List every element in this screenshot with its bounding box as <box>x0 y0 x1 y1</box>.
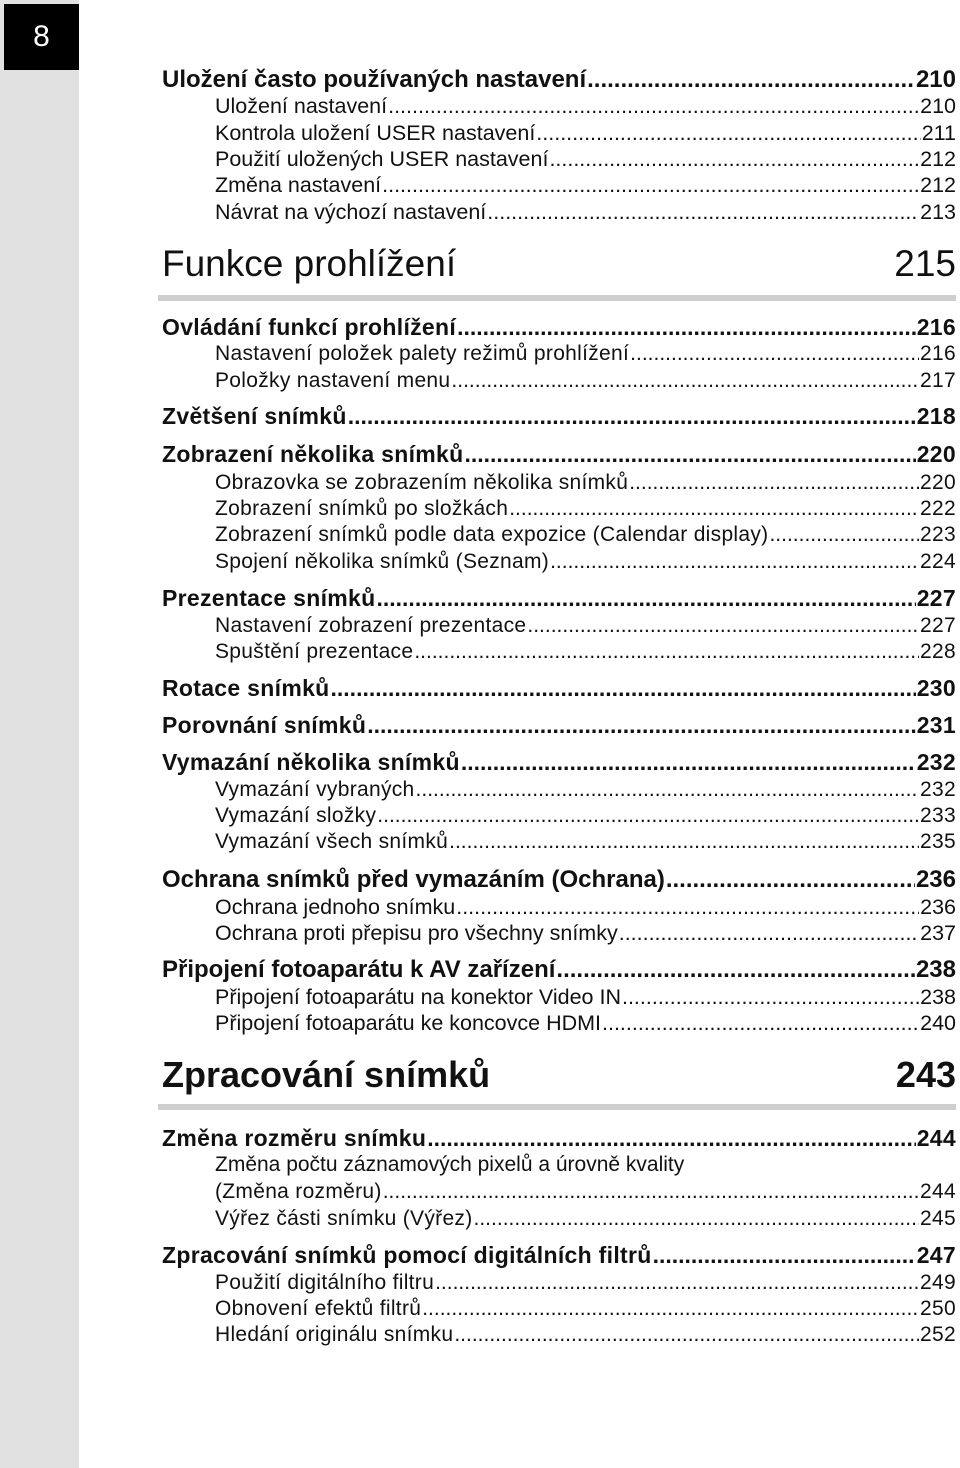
chapter-title: Funkce prohlížení <box>162 243 457 284</box>
toc-entry-text: Zpracování snímků pomocí digitálních filtrů <box>162 1242 652 1268</box>
dot-leader <box>666 866 915 894</box>
toc-section[interactable] <box>162 403 956 430</box>
dot-leader <box>454 1323 919 1347</box>
toc-section[interactable] <box>162 585 956 612</box>
toc-entry-page: 249 <box>920 1271 956 1294</box>
toc-entry-page: 210 <box>915 66 956 93</box>
chapter-heading <box>162 243 956 285</box>
dot-leader <box>527 614 919 638</box>
toc-subsection[interactable] <box>215 1011 956 1036</box>
dot-leader <box>383 1180 919 1204</box>
toc-entry-page: 244 <box>920 1180 956 1203</box>
toc-subsection[interactable] <box>215 614 956 638</box>
toc-entry-page: 236 <box>915 866 956 893</box>
toc-entry-text: Použití uložených USER nastavení <box>215 147 549 171</box>
toc-entry-text: Vymazání všech snímků <box>215 830 449 853</box>
toc-entry-page: 216 <box>916 314 956 340</box>
toc-entry-text: Zobrazení několika snímků <box>162 441 464 467</box>
toc-subsection[interactable] <box>215 1323 956 1347</box>
toc-entry-page: 220 <box>916 441 956 467</box>
toc-entry-page: 227 <box>920 614 956 637</box>
toc-subsection[interactable] <box>215 985 956 1010</box>
toc-entry-page: 236 <box>920 895 956 919</box>
toc-subsection[interactable] <box>215 895 956 920</box>
toc-subsection[interactable] <box>215 1271 956 1295</box>
toc-entry-page: 222 <box>920 497 956 520</box>
toc-entry-page: 252 <box>920 1323 956 1346</box>
toc-entry-page: 212 <box>920 147 956 171</box>
toc-entry-text: Zobrazení snímků podle data expozice (Calendar display) <box>215 523 769 546</box>
toc-entry-text: (Změna rozměru) <box>215 1180 382 1203</box>
toc-entry-page: 237 <box>920 921 956 945</box>
toc-subsection[interactable] <box>215 1207 956 1231</box>
toc-entry-text: Položky nastavení menu <box>215 369 451 392</box>
chapter-page: 215 <box>894 243 956 284</box>
toc-entry-text: Nastavení zobrazení prezentace <box>215 614 527 637</box>
dot-leader <box>451 369 919 393</box>
dot-leader <box>382 173 919 198</box>
toc-subsection[interactable] <box>215 640 956 664</box>
toc-entry-text: Obrazovka se zobrazením několika snímků <box>215 471 629 494</box>
toc-section[interactable] <box>162 66 956 94</box>
dot-leader <box>376 585 915 612</box>
dot-leader <box>587 66 915 94</box>
toc-subsection[interactable] <box>215 1180 956 1204</box>
dot-leader <box>602 1011 919 1036</box>
dot-leader <box>427 1125 916 1152</box>
toc-subsection[interactable] <box>215 804 956 828</box>
toc-entry-text: Návrat na výchozí nastavení <box>215 200 487 224</box>
toc-entry-text: Změna rozměru snímku <box>162 1125 427 1151</box>
toc-entry-page: 247 <box>916 1242 956 1268</box>
dot-leader <box>449 830 919 854</box>
chapter-page: 243 <box>895 1054 956 1095</box>
dot-leader <box>331 675 916 702</box>
toc-section[interactable] <box>162 675 956 702</box>
dot-leader <box>422 1297 919 1321</box>
toc-entry-text: Uložení nastavení <box>215 94 388 118</box>
dot-leader <box>487 200 919 225</box>
toc-entry-text: Hledání originálu snímku <box>215 1323 454 1346</box>
toc-entry-text: Nastavení položek palety režimů prohlížení <box>215 342 630 365</box>
toc-entry-text: Připojení fotoaparátu ke koncovce HDMI <box>215 1011 602 1035</box>
dot-leader <box>457 314 916 341</box>
dot-leader <box>619 921 919 946</box>
toc-subsection[interactable] <box>215 778 956 802</box>
toc-entry-page: 231 <box>916 712 956 738</box>
chapter-heading <box>162 1054 956 1096</box>
toc-entry-text: Porovnání snímků <box>162 712 367 738</box>
dot-leader <box>464 441 915 468</box>
toc-subsection[interactable] <box>215 471 956 495</box>
toc-subsection[interactable] <box>215 1297 956 1321</box>
sidebar-strip <box>0 0 79 1468</box>
dot-leader <box>461 749 916 776</box>
toc-entry-text: Vymazání několika snímků <box>162 749 460 775</box>
toc-entry-page: 216 <box>920 342 956 365</box>
dot-leader <box>550 550 919 574</box>
page-number: 8 <box>33 20 50 53</box>
dot-leader <box>556 956 915 984</box>
toc-entry-page: 217 <box>920 369 956 392</box>
toc-entry-text: Ochrana jednoho snímku <box>215 895 456 919</box>
dot-leader <box>653 1242 916 1269</box>
toc-entry-text: Obnovení efektů filtrů <box>215 1297 422 1320</box>
toc-entry-page: 224 <box>920 550 956 573</box>
page-number-tab <box>4 4 79 70</box>
toc-subsection[interactable] <box>215 921 956 946</box>
table-of-contents <box>162 0 956 1468</box>
toc-section[interactable] <box>162 441 956 468</box>
dot-leader <box>435 1271 919 1295</box>
toc-entry-text: Vymazání vybraných <box>215 778 415 801</box>
toc-subsection[interactable] <box>215 121 956 146</box>
toc-entry-page: 232 <box>916 749 956 775</box>
toc-entry-text: Vymazání složky <box>215 804 377 827</box>
toc-entry-page: 223 <box>920 523 956 546</box>
dot-leader <box>549 147 919 172</box>
toc-entry-text: Spuštění prezentace <box>215 640 414 663</box>
toc-subsection[interactable] <box>215 173 956 198</box>
toc-section[interactable] <box>162 956 956 984</box>
dot-leader <box>622 985 919 1010</box>
toc-entry-text: Výřez části snímku (Výřez) <box>215 1207 473 1230</box>
toc-subsection[interactable] <box>215 94 956 119</box>
toc-entry-page: 228 <box>920 640 956 663</box>
toc-entry-page: 211 <box>921 121 956 145</box>
toc-entry-page: 238 <box>920 985 956 1009</box>
toc-subsection[interactable] <box>215 550 956 574</box>
dot-leader <box>416 778 920 802</box>
dot-leader <box>388 94 919 119</box>
chapter-title: Zpracování snímků <box>162 1054 491 1095</box>
toc-entry-text: Zobrazení snímků po složkách <box>215 497 509 520</box>
toc-entry-page: 227 <box>916 585 956 611</box>
dot-leader <box>536 121 920 146</box>
toc-section[interactable] <box>162 712 956 739</box>
toc-subsection[interactable] <box>215 523 956 547</box>
toc-subsection[interactable] <box>215 369 956 393</box>
toc-entry-text: Prezentace snímků <box>162 585 376 611</box>
toc-entry-page: 238 <box>915 956 956 983</box>
toc-entry-page: 213 <box>920 200 956 224</box>
toc-entry-text: Rotace snímků <box>162 675 330 701</box>
toc-subsection[interactable] <box>215 342 956 366</box>
toc-entry-page: 245 <box>920 1207 956 1230</box>
toc-section[interactable] <box>162 1125 956 1152</box>
toc-entry-page: 210 <box>920 94 956 118</box>
toc-entry-page: 218 <box>916 403 956 429</box>
toc-entry-text: Ovládání funkcí prohlížení <box>162 314 457 340</box>
dot-leader <box>509 497 919 521</box>
dot-leader <box>769 523 919 547</box>
toc-entry-page: 220 <box>920 471 956 494</box>
toc-entry-text: Změna počtu záznamových pixelů a úrovně kvality <box>215 1153 685 1176</box>
toc-section[interactable] <box>162 1242 956 1269</box>
toc-entry-page: 232 <box>920 778 956 801</box>
toc-entry-page: 212 <box>920 173 956 197</box>
toc-entry-text: Spojení několika snímků (Seznam) <box>215 550 550 573</box>
toc-entry-page: 235 <box>920 830 956 853</box>
toc-entry-text: Ochrana snímků před vymazáním (Ochrana) <box>162 866 665 893</box>
toc-section[interactable] <box>162 749 956 776</box>
dot-leader <box>474 1207 920 1231</box>
dot-leader <box>348 403 916 430</box>
dot-leader <box>367 712 916 739</box>
dot-leader <box>377 804 919 828</box>
toc-subsection[interactable] <box>215 200 956 225</box>
toc-entry-text: Připojení fotoaparátu na konektor Video IN <box>215 985 621 1009</box>
toc-entry-text: Použití digitálního filtru <box>215 1271 435 1294</box>
toc-section[interactable] <box>162 866 956 894</box>
toc-subsection[interactable] <box>215 497 956 521</box>
toc-entry-page: 244 <box>916 1125 956 1151</box>
toc-section[interactable] <box>162 314 956 341</box>
toc-entry-page: 233 <box>920 804 956 827</box>
toc-entry-text: Zvětšení snímků <box>162 403 347 429</box>
toc-entry-text: Změna nastavení <box>215 173 382 197</box>
toc-entry-text: Ochrana proti přepisu pro všechny snímky <box>215 921 618 945</box>
toc-entry-page: 240 <box>920 1011 956 1035</box>
dot-leader <box>414 640 919 664</box>
toc-entry-text: Kontrola uložení USER nastavení <box>215 121 536 145</box>
toc-entry-text: Připojení fotoaparátu k AV zařízení <box>162 956 556 983</box>
toc-subsection[interactable] <box>215 830 956 854</box>
toc-entry-page: 230 <box>916 675 956 701</box>
dot-leader <box>630 342 919 366</box>
toc-entry-page: 250 <box>920 1297 956 1320</box>
dot-leader <box>456 895 919 920</box>
toc-subsection[interactable] <box>215 147 956 172</box>
toc-entry-text: Uložení často používaných nastavení <box>162 66 587 93</box>
dot-leader <box>629 471 919 495</box>
